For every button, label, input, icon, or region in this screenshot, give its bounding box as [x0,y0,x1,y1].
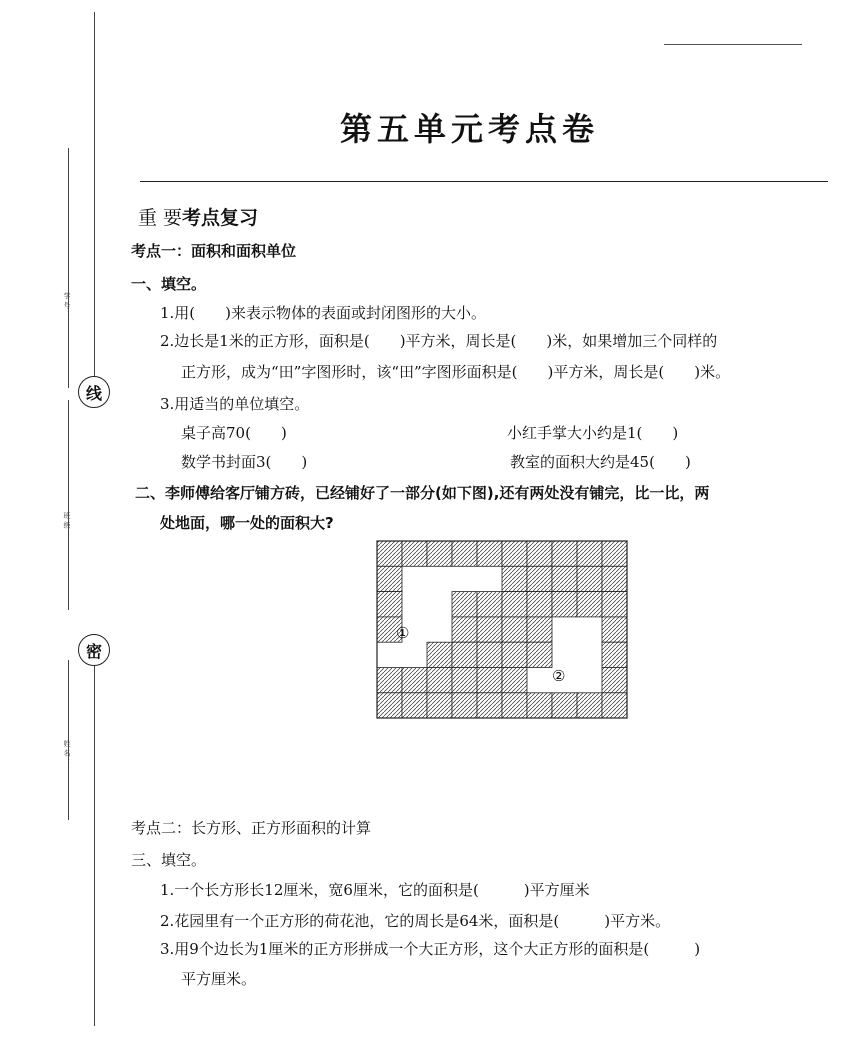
floor-tile [402,668,427,693]
floor-tile [477,668,502,693]
part1-question-3: 3.用适当的单位填空。 [160,395,310,413]
floor-tile [377,541,402,566]
name-label: 姓 名 ： [63,740,71,766]
fill-item-table-height: 桌子高70( ) [181,424,287,442]
section-heading [138,203,258,230]
part1-heading: 一、填空。 [131,275,207,293]
floor-tile [577,566,602,591]
floor-tile [502,668,527,693]
floor-tile [527,693,552,718]
floor-tile [602,693,627,718]
floor-tile [402,693,427,718]
margin-line-upper [94,12,95,392]
floor-tile [502,693,527,718]
kaodian-2-heading: 考点二：长方形、正方形面积的计算 [131,819,372,837]
floor-tile [602,617,627,642]
section-heading-bold: 考点复习 [182,207,259,229]
fill-item-classroom-area: 教室的面积大约是45( ) [510,453,691,471]
floor-tile [452,642,477,667]
page-title: 第五单元考点卷 [340,110,600,148]
part1-question-1: 1.用( )来表示物体的表面或封闭图形的大小。 [160,304,487,322]
part3-question-2: 2.花园里有一个正方形的荷花池，它的周长是64米，面积是( )平方米。 [160,912,671,930]
floor-tile [527,642,552,667]
floor-tile [502,541,527,566]
floor-tile [577,541,602,566]
top-rule [664,44,802,45]
floor-tile [502,566,527,591]
floor-tile [577,592,602,617]
seal-mi: 密 [78,634,110,666]
part3-heading: 三、填空。 [131,851,207,869]
floor-tile [427,642,452,667]
floor-tile [377,693,402,718]
fill-item-book-cover: 数学书封面3( ) [181,453,308,471]
part3-question-1: 1.一个长方形长12厘米，宽6厘米，它的面积是( )平方厘米 [160,881,590,899]
seal-xian: 线 [78,376,110,408]
floor-tile [477,693,502,718]
floor-tile [602,668,627,693]
part3-question-3-line2: 平方厘米。 [181,970,257,988]
floor-tile [452,668,477,693]
floor-tile [552,693,577,718]
floor-tile [502,642,527,667]
binding-margin [0,0,110,1052]
floor-tile [452,617,477,642]
part2-question-line1: 二、李师傅给客厅铺方砖，已经铺好了一部分(如下图),还有两处没有铺完，比一比，两 [135,484,710,502]
floor-tile [552,541,577,566]
region-1-label: ① [396,624,410,642]
floor-tile [527,592,552,617]
floor-tile [477,592,502,617]
margin-line-lower [94,650,95,1026]
student-number-label: 学 号 ： [63,292,71,318]
floor-tile [477,642,502,667]
floor-tile [502,617,527,642]
floor-tile [602,566,627,591]
floor-tile [427,693,452,718]
part3-question-3-line1: 3.用9个边长为1厘米的正方形拼成一个大正方形，这个大正方形的面积是( ) [160,940,701,958]
floor-tile [377,592,402,617]
floor-tile [602,592,627,617]
fill-item-palm-size: 小红手掌大小约是1( ) [507,424,679,442]
part1-question-2-line2: 正方形，成为“田”字图形时，该“田”字图形面积是( )平方米，周长是( )米。 [181,363,731,381]
floor-tile [427,668,452,693]
floor-tile [452,541,477,566]
floor-tile [452,592,477,617]
margin-tick-1 [68,148,69,388]
floor-tile [452,693,477,718]
floor-tile [477,617,502,642]
region-2-label: ② [552,667,566,685]
floor-tile [377,668,402,693]
kaodian-1-heading: 考点一：面积和面积单位 [131,242,297,260]
floor-tile [402,541,427,566]
section-heading-light: 重 要 [138,207,183,229]
tile-floor-figure [376,540,628,720]
part1-question-2-line1: 2.边长是1米的正方形，面积是( )平方米，周长是( )米，如果增加三个同样的 [160,332,718,350]
floor-tile [527,541,552,566]
floor-tile [527,617,552,642]
floor-tile [602,541,627,566]
class-label: 班 级 ： [63,512,71,538]
floor-tile [552,566,577,591]
floor-tile [577,693,602,718]
floor-tile [477,541,502,566]
margin-tick-2 [68,400,69,610]
floor-tile [527,566,552,591]
part2-question-line2: 处地面，哪一处的面积大? [160,514,334,532]
floor-tile [602,642,627,667]
title-rule [140,181,828,182]
floor-tile [377,566,402,591]
floor-tile [502,592,527,617]
floor-tile [552,592,577,617]
floor-tile [427,541,452,566]
